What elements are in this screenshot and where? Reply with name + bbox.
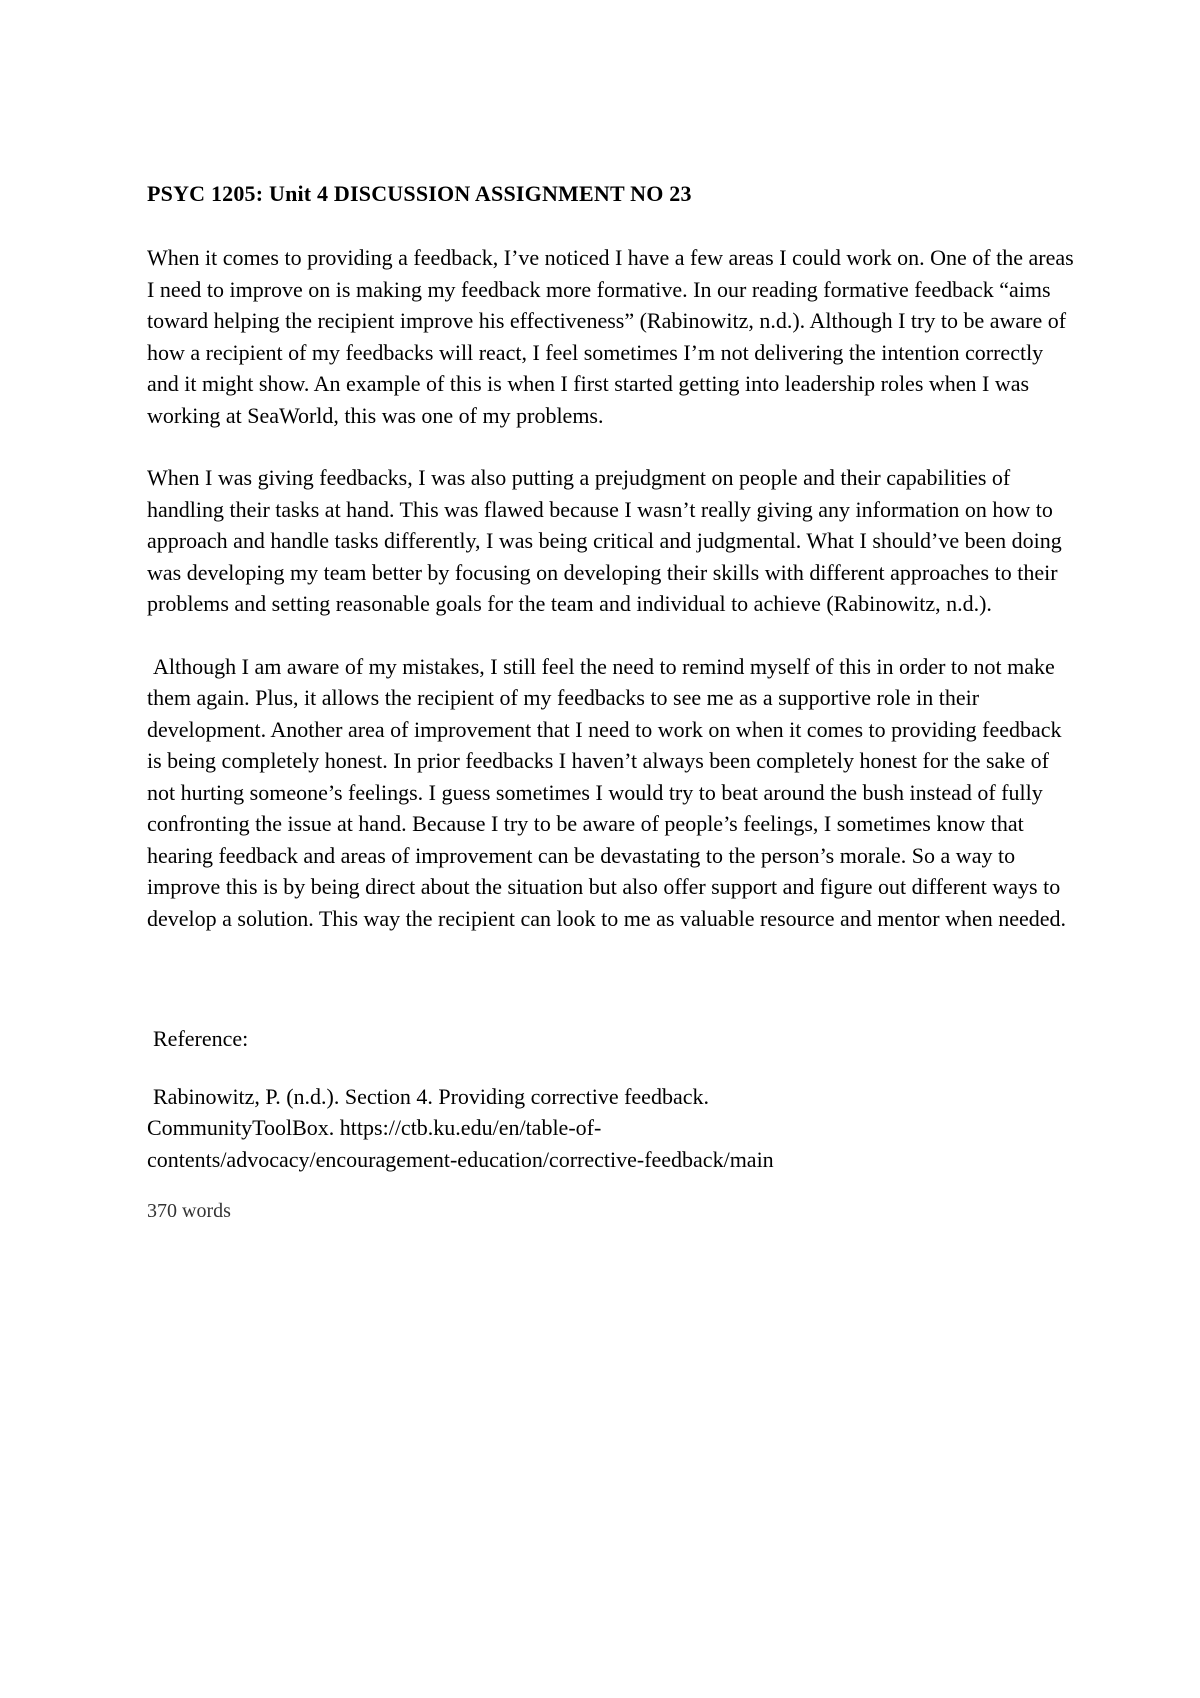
section-spacer xyxy=(147,965,1077,1023)
document-title: PSYC 1205: Unit 4 DISCUSSION ASSIGNMENT NO 23 xyxy=(147,181,692,206)
reference-line-3: contents/advocacy/encouragement-education/corrective-feedback/main xyxy=(147,1146,774,1172)
reference-line-1: Rabinowitz, P. (n.d.). Section 4. Providing corrective feedback. xyxy=(153,1083,709,1109)
word-count: 370 words xyxy=(147,1200,231,1222)
paragraph-2: When I was giving feedbacks, I was also putting a prejudgment on people and their capabilities of handling their tasks at hand. This was flawed because I wasn’t really giving any information on how to approach and handle tasks differently, I was being critical and judgmental. What I should’ve been doing was developing my team better by focusing on developing their skills with different approaches to their problems and setting reasonable goals for the team and individual to achieve (Rabinowitz, n.d.). xyxy=(147,465,1062,616)
paragraph-3: Although I am aware of my mistakes, I still feel the need to remind myself of this in order to not make them again. Plus, it allows the recipient of my feedbacks to see me as a supportive role in their development. Another area of improvement that I need to work on when it comes to providing feedback is being completely honest. In prior feedbacks I haven’t always been completely honest for the sake of not hurting someone’s feelings. I guess sometimes I would try to beat around the bush instead of fully confronting the issue at hand. Because I try to be aware of people’s feelings, I sometimes know that hearing feedback and areas of improvement can be devastating to the person’s morale. So a way to improve this is by being direct about the situation but also offer support and figure out different ways to develop a solution. This way the recipient can look to me as valuable resource and mentor when needed. xyxy=(147,653,1067,931)
reference-entry xyxy=(147,1081,1077,1176)
document-body xyxy=(147,178,1077,1225)
reference-line-2: CommunityToolBox. https://ctb.ku.edu/en/table-of- xyxy=(147,1115,602,1140)
reference-heading: Reference: xyxy=(153,1026,249,1051)
paragraph-1: When it comes to providing a feedback, I’ve noticed I have a few areas I could work on. One of the areas I need to improve on is making my feedback more formative. In our reading formative feedback “aims toward helping the recipient improve his effectiveness” (Rabinowitz, n.d.). Although I try to be aware of how a recipient of my feedbacks will react, I feel sometimes I’m not delivering the intention correctly and it might show. An example of this is when I first started getting into leadership roles when I was working at SeaWorld, this was one of my problems. xyxy=(147,245,1074,428)
